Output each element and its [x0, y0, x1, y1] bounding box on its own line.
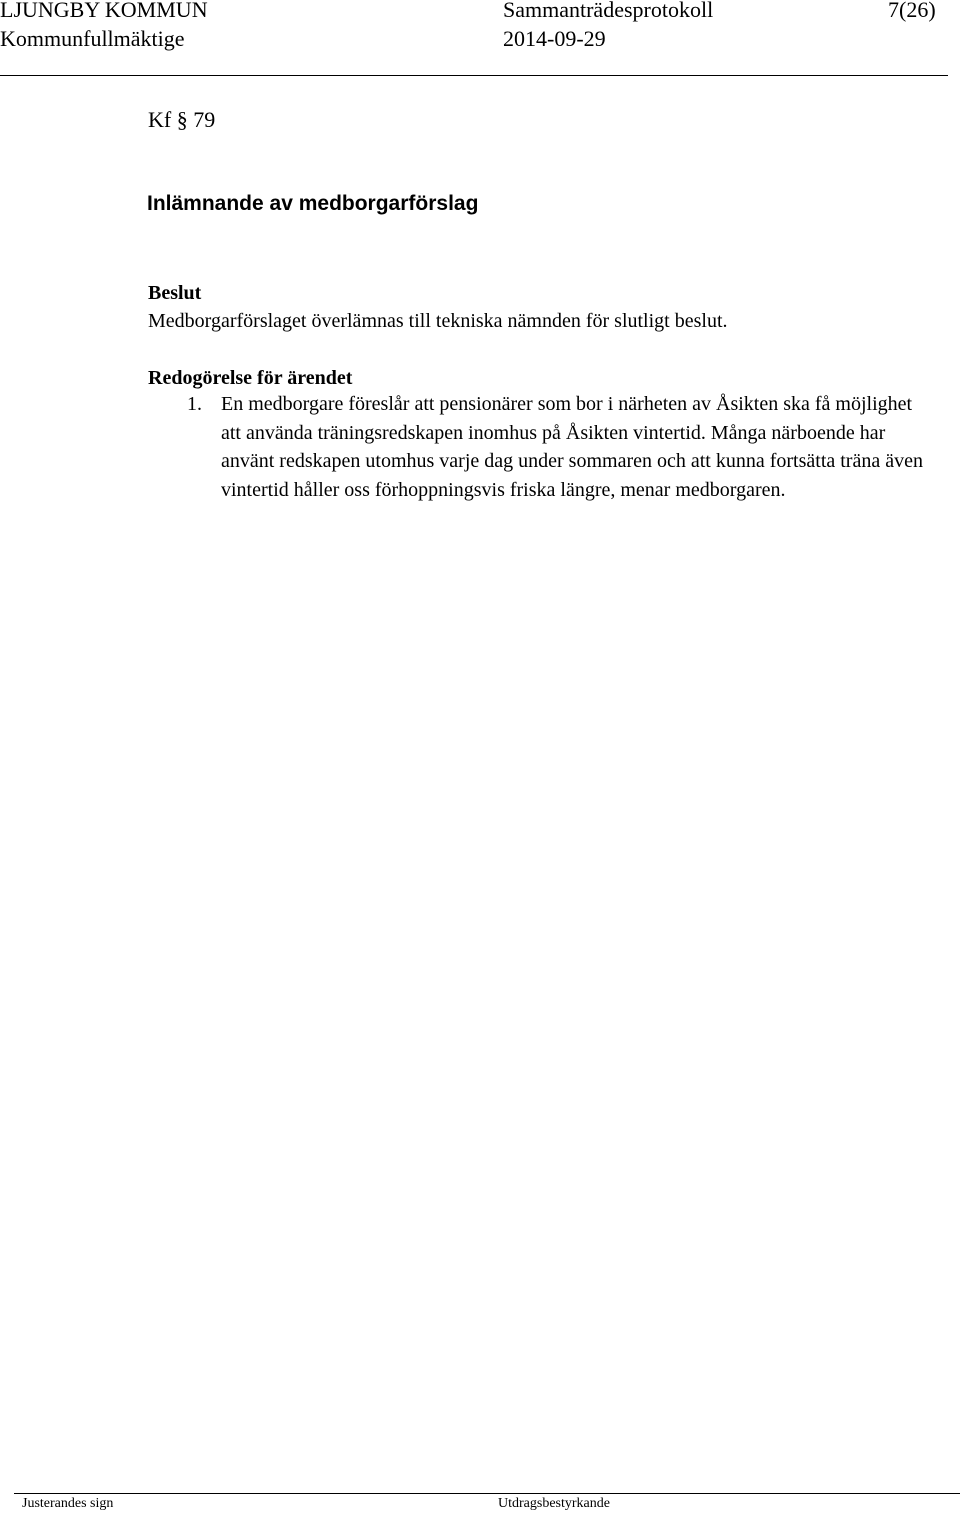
- committee-name: Kommunfullmäktige: [0, 26, 185, 51]
- footer-certification-label: Utdragsbestyrkande: [498, 1496, 610, 1511]
- decision-text: Medborgarförslaget överlämnas till tekniska nämnden för slutligt beslut.: [148, 310, 728, 332]
- list-item-number: 1.: [187, 393, 202, 415]
- footer-divider: [14, 1493, 960, 1494]
- decision-heading: Beslut: [148, 282, 202, 304]
- background-heading: Redogörelse för ärendet: [148, 367, 353, 389]
- footer-signature-label: Justerandes sign: [22, 1496, 114, 1511]
- page-number: 7(26): [888, 0, 936, 22]
- header-divider: [0, 75, 948, 76]
- list-item-text: En medborgare föreslår att pensionärer som bor i närheten av Åsikten ska få möjlighet att använda träningsredskapen inomhus på Åsikten vintertid. Många närboende har använt redskapen utomhus varje dag under sommaren och att kunna fortsätta träna även vintertid håller oss förhoppningsvis friska längre, menar medborgaren.: [221, 393, 923, 501]
- page-title: Inlämnande av medborgarförslag: [147, 192, 479, 215]
- document-type: Sammanträdesprotokoll: [503, 0, 714, 22]
- paragraph-number: Kf § 79: [148, 107, 216, 132]
- meeting-date: 2014-09-29: [503, 26, 606, 51]
- organization-name: LJUNGBY KOMMUN: [0, 0, 208, 22]
